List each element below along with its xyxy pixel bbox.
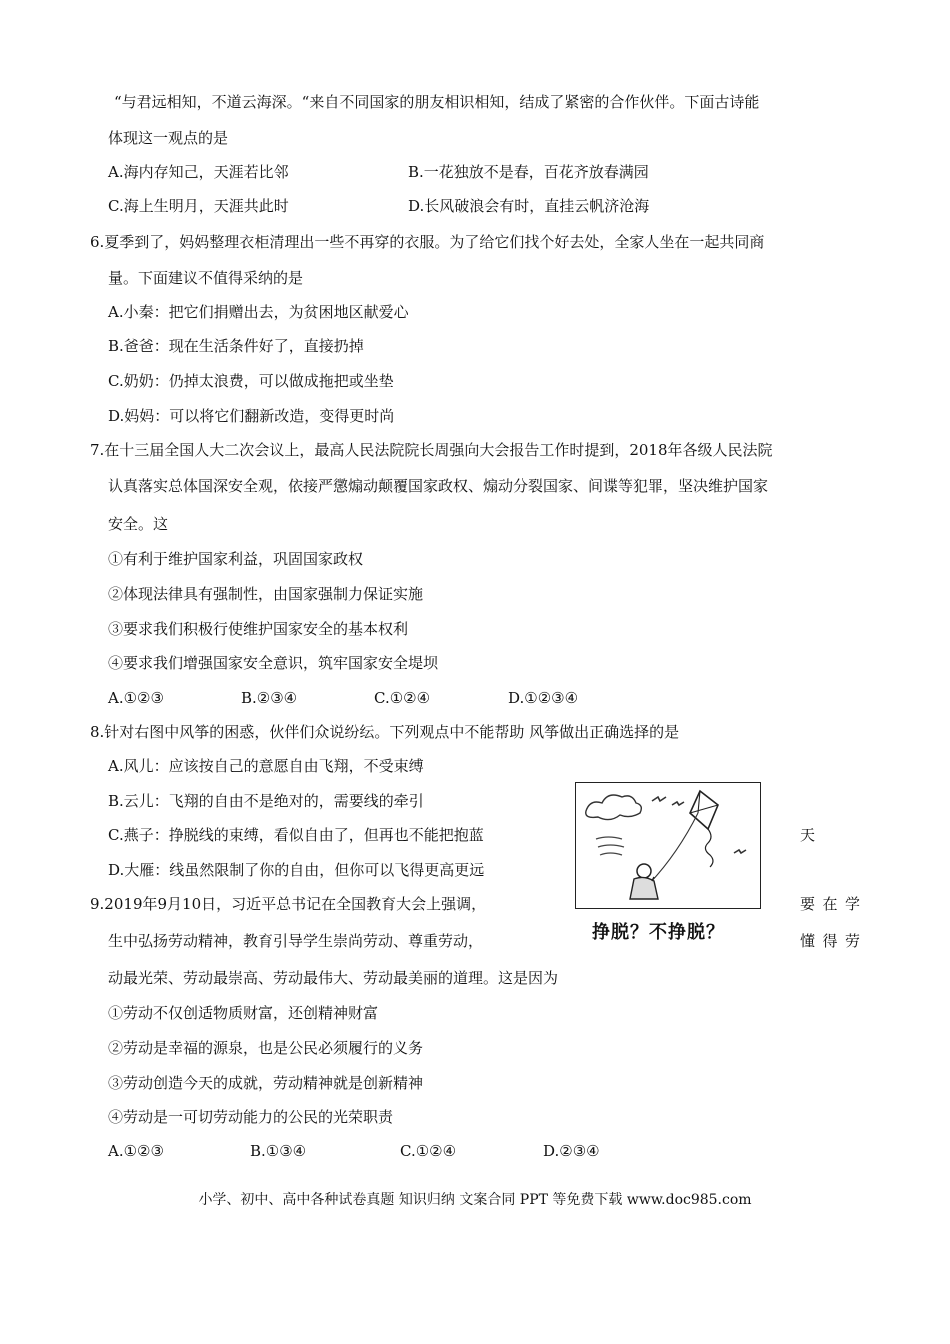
- q5-stem-line1: “与君远相知，不道云海深。“来自不同国家的朋友相识相知，结成了紧密的合作伙伴。下面古诗能: [114, 93, 760, 111]
- child-head: [637, 864, 651, 878]
- q9-stem-line3: 动最光荣、劳动最崇高、劳动最伟大、劳动最美丽的道理。这是因为: [108, 969, 559, 987]
- q8-option-b: B.云儿：飞翔的自由不是绝对的，需要线的牵引: [108, 792, 424, 810]
- q9-option-d: D.②③④: [543, 1142, 600, 1160]
- q8-option-a: A.风儿：应该按自己的意愿自由飞翔，不受束缚: [108, 757, 424, 775]
- q6-stem-line1: 6.夏季到了，妈妈整理衣柜清理出一些不再穿的衣服。为了给它们找个好去处，全家人坐在一起共同商: [90, 233, 765, 251]
- q9-stem-line1-right: 要在学: [800, 895, 860, 913]
- q9-item-4: ④劳动是一可切劳动能力的公民的光荣职责: [108, 1108, 394, 1126]
- kite-string: [650, 813, 698, 883]
- q8-option-d: D.大雁：线虽然限制了你的自由，但你可以飞得更高更远: [108, 861, 485, 879]
- q7-stem-line1: 7.在十三届全国人大二次会议上，最高人民法院院长周强向大会报告工作时提到，2018年各级人民法院: [90, 441, 773, 459]
- wind-lines: [596, 837, 624, 855]
- q9-item-3: ③劳动创造今天的成就，劳动精神就是创新精神: [108, 1074, 424, 1092]
- q8-option-c: C.燕子：挣脱线的束缚，看似自由了，但再也不能把抱蓝: [108, 826, 484, 844]
- q6-option-b: B.爸爸：现在生活条件好了，直接扔掉: [108, 337, 364, 355]
- q9-item-2: ②劳动是幸福的源泉，也是公民必须履行的义务: [108, 1039, 424, 1057]
- q7-item-1: ①有利于维护国家利益，巩固国家政权: [108, 550, 364, 568]
- kite-icon: [690, 791, 718, 829]
- q7-stem-line3: 安全。这: [108, 515, 169, 533]
- q6-option-d: D.妈妈：可以将它们翻新改造，变得更时尚: [108, 407, 395, 425]
- bird-icon: [734, 850, 746, 853]
- q5-option-d: D.长风破浪会有时，直挂云帆济沧海: [408, 197, 650, 215]
- q5-stem-line2: 体现这一观点的是: [108, 129, 229, 147]
- q7-stem-line2: 认真落实总体国深安全观，依接严懲煽动颠覆国家政权、煽动分裂国家、间谍等犯罪，坚决维护国家: [108, 477, 769, 495]
- q6-option-a: A.小秦：把它们捐赠出去，为贫困地区献爱心: [108, 303, 409, 321]
- kite-illustration: [575, 782, 761, 909]
- q8-option-c-tail: 天: [800, 826, 816, 844]
- q9-option-a: A.①②③: [108, 1142, 164, 1160]
- q7-item-4: ④要求我们增强国家安全意识，筑牢国家安全堤坝: [108, 654, 439, 672]
- q9-item-1: ①劳动不仅创适物质财富，还创精神财富: [108, 1004, 379, 1022]
- q6-stem-line2: 量。下面建议不值得采纳的是: [108, 269, 304, 287]
- q7-option-c: C.①②④: [374, 689, 431, 707]
- q8-stem: 8.针对右图中风筝的困惑，伙伴们众说纷纭。下列观点中不能帮助 风筝做出正确选择的是: [90, 723, 680, 741]
- q7-option-b: B.②③④: [241, 689, 298, 707]
- cloud-shape: [586, 795, 642, 820]
- q7-item-3: ③要求我们积极行使维护国家安全的基本权利: [108, 620, 409, 638]
- page-footer: 小学、初中、高中各种试卷真题 知识归纳 文案合同 PPT 等免费下载 www.doc985.com: [198, 1192, 752, 1208]
- bird-icon: [652, 797, 666, 801]
- q5-option-b: B.一花独放不是春，百花齐放春满园: [408, 163, 649, 181]
- q9-option-b: B.①③④: [250, 1142, 307, 1160]
- q7-option-d: D.①②③④: [508, 689, 579, 707]
- q5-option-a: A.海内存知己，天涯若比邻: [108, 163, 289, 181]
- kite-tail: [705, 829, 713, 867]
- q7-item-2: ②体现法律具有强制性，由国家强制力保证实施: [108, 585, 424, 603]
- q7-option-a: A.①②③: [108, 689, 164, 707]
- kite-drawing: [576, 783, 760, 908]
- q5-option-c: C.海上生明月，天涯共此时: [108, 197, 289, 215]
- q9-stem-line2-right: 懂得劳: [800, 932, 860, 950]
- q6-option-c: C.奶奶：仍掉太浪费，可以做成拖把或坐垫: [108, 372, 394, 390]
- q9-option-c: C.①②④: [400, 1142, 457, 1160]
- child-body: [630, 877, 658, 899]
- figure-caption: 挣脱？不挣脱？: [592, 922, 725, 943]
- q9-stem-line2-left: 生中弘扬劳动精神，教育引导学生崇尚劳动、尊重劳动，: [108, 932, 484, 950]
- bird-icon: [672, 802, 684, 805]
- q9-stem-line1-left: 9.2019年9月10日，习近平总书记在全国教育大会上强调，: [90, 895, 487, 913]
